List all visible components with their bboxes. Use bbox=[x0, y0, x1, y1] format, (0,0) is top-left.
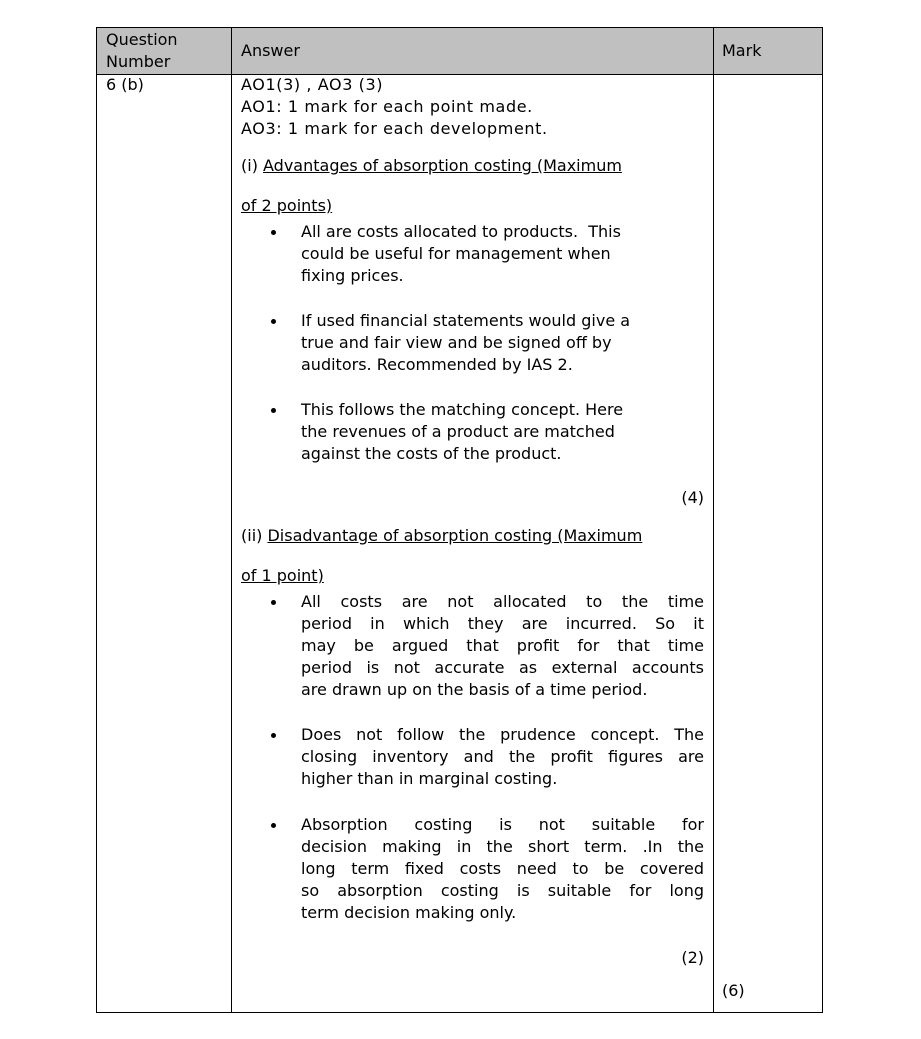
bullet-point-line: true and fair view and be signed off by bbox=[301, 333, 612, 352]
bullet-point-line: the revenues of a product are matched bbox=[301, 422, 615, 441]
section-heading-text: of 1 point) bbox=[241, 566, 324, 585]
header-mark: Mark bbox=[722, 41, 762, 60]
header-answer: Answer bbox=[241, 41, 300, 60]
bullet-point-line: may be argued that profit for that time bbox=[301, 636, 704, 655]
column-divider bbox=[713, 28, 714, 1012]
section-heading bbox=[241, 155, 622, 177]
ao-line: AO3: 1 mark for each development. bbox=[241, 119, 548, 138]
bullet-point-line: fixing prices. bbox=[301, 266, 404, 285]
bullet-point-line: Does not follow the prudence concept. The bbox=[301, 725, 704, 744]
ao-line: AO1(3) , AO3 (3) bbox=[241, 75, 384, 94]
ao-line: AO1: 1 mark for each point made. bbox=[241, 97, 533, 116]
bullet-point-line: against the costs of the product. bbox=[301, 444, 562, 463]
section-prefix: (ii) bbox=[241, 526, 268, 545]
bullet-icon bbox=[271, 319, 276, 324]
bullet-point-line: higher than in marginal costing. bbox=[301, 769, 558, 788]
bullet-icon bbox=[271, 823, 276, 828]
bullet-point-line: term decision making only. bbox=[301, 903, 517, 922]
bullet-point-line: decision making in the short term. .In the bbox=[301, 837, 704, 856]
bullet-point-line: Absorption costing is not suitable for bbox=[301, 815, 704, 834]
section-mark: (2) bbox=[681, 948, 704, 967]
bullet-point-line: If used financial statements would give a bbox=[301, 311, 631, 330]
bullet-icon bbox=[271, 230, 276, 235]
total-mark: (6) bbox=[722, 981, 745, 1000]
section-heading bbox=[241, 525, 642, 547]
bullet-icon bbox=[271, 600, 276, 605]
bullet-point-line: All are costs allocated to products. This bbox=[301, 222, 621, 241]
section-heading-text: Advantages of absorption costing (Maximum bbox=[263, 156, 622, 175]
bullet-point-line: This follows the matching concept. Here bbox=[301, 400, 624, 419]
bullet-point-line: long term fixed costs need to be covered bbox=[301, 859, 704, 878]
bullet-point-line: period is not accurate as external accounts bbox=[301, 658, 704, 677]
bullet-icon bbox=[271, 733, 276, 738]
header-question-number-line2: Number bbox=[106, 52, 171, 71]
bullet-point-line: auditors. Recommended by IAS 2. bbox=[301, 355, 573, 374]
section-prefix: (i) bbox=[241, 156, 264, 175]
section-mark: (4) bbox=[681, 488, 704, 507]
section-heading-text: of 2 points) bbox=[241, 196, 333, 215]
bullet-icon bbox=[271, 408, 276, 413]
bullet-point-line: period in which they are incurred. So it bbox=[301, 614, 704, 633]
bullet-point-line: closing inventory and the profit figures are bbox=[301, 747, 704, 766]
header-question-number-line1: Question bbox=[106, 30, 178, 49]
bullet-point-line: so absorption costing is suitable for long bbox=[301, 881, 704, 900]
section-heading-text: Disadvantage of absorption costing (Maximum bbox=[267, 526, 643, 545]
bullet-point-line: All costs are not allocated to the time bbox=[301, 592, 704, 611]
column-divider bbox=[231, 28, 232, 1012]
bullet-point-line: could be useful for management when bbox=[301, 244, 611, 263]
question-number: 6 (b) bbox=[106, 75, 144, 94]
bullet-point-line: are drawn up on the basis of a time period. bbox=[301, 680, 648, 699]
